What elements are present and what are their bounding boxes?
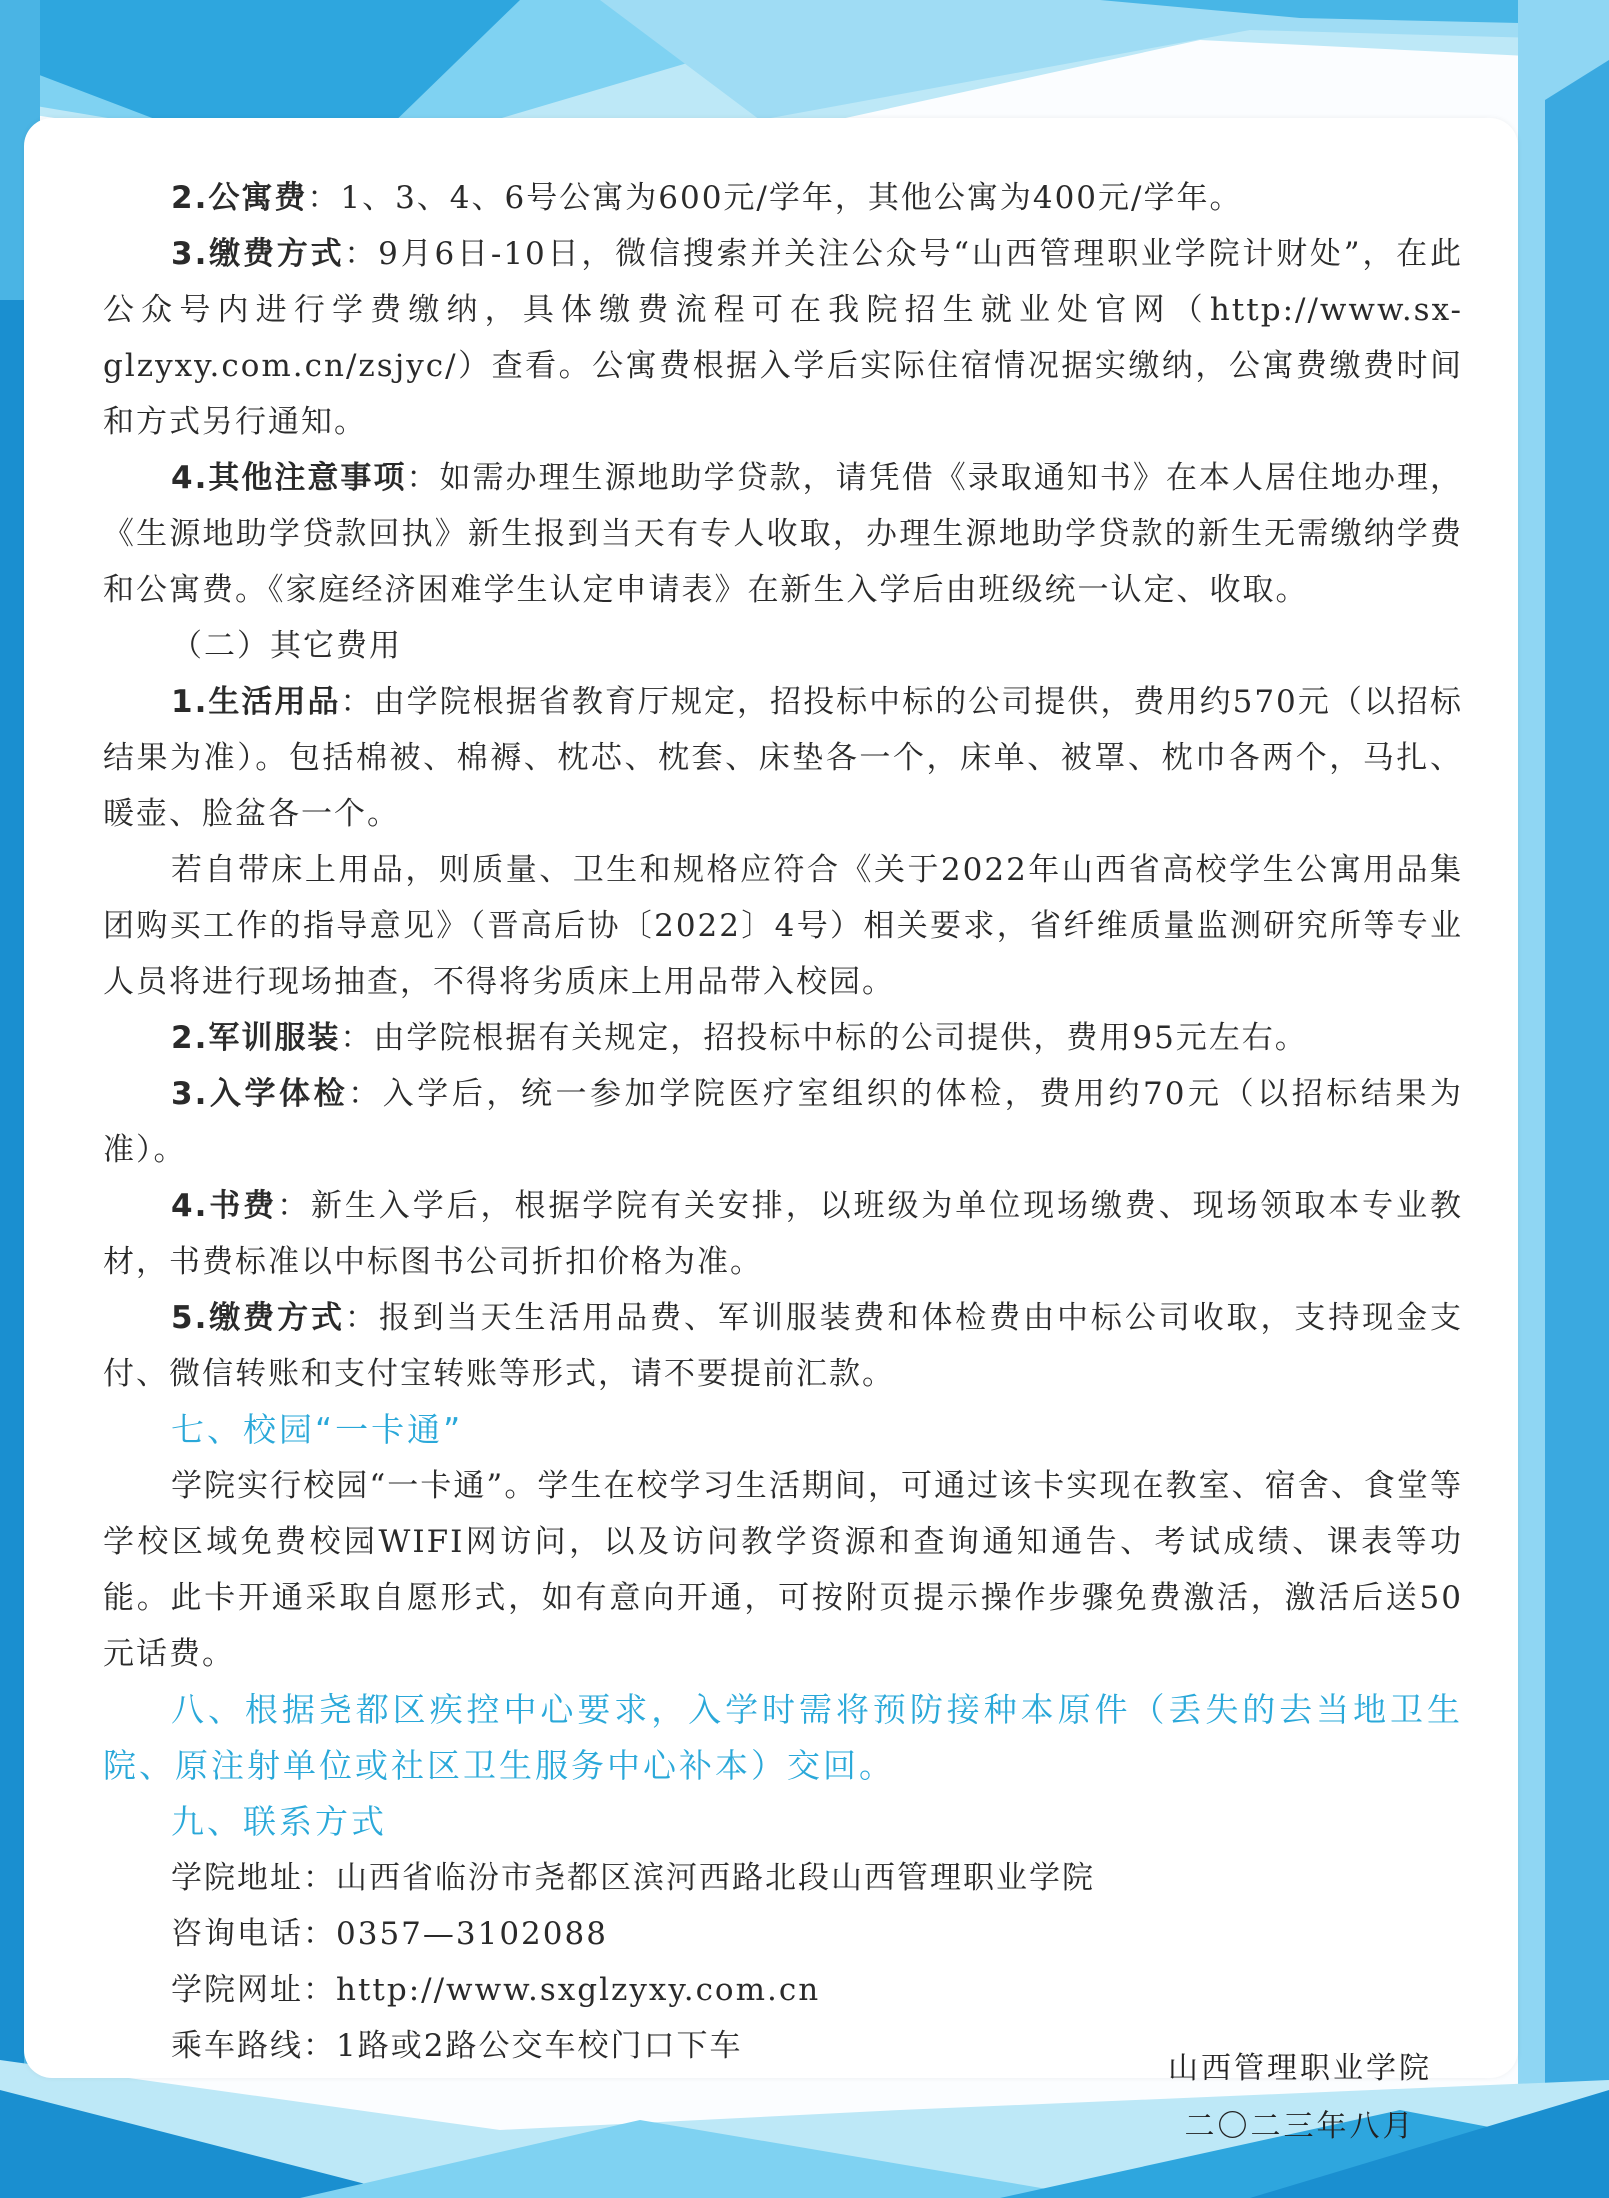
other-item-2: 2.军训服装：由学院根据有关规定，招投标中标的公司提供，费用95元左右。 — [171, 1020, 1308, 1056]
section-9-heading: 九、联系方式 — [171, 1802, 387, 1841]
fee-item-4: 4.其他注意事项：如需办理生源地助学贷款，请凭借《录取通知书》在本人居住地办理，《生源地助学贷款回执》新生报到当天有专人收取，办理生源地助学贷款的新生无需缴纳学费和公寓费。《家庭经济困难学生认定申请表》在新生入学后由班级统一认定、收取。 — [103, 460, 1463, 608]
other-item-4: 4.书费：新生入学后，根据学院有关安排，以班级为单位现场缴费、现场领取本专业教材，书费标准以中标图书公司折扣价格为准。 — [103, 1188, 1463, 1280]
other-item-3: 3.入学体检：入学后，统一参加学院医疗室组织的体检，费用约70元（以招标结果为准）。 — [103, 1076, 1463, 1168]
fee-item-3: 3.缴费方式：9月6日-10日，微信搜索并关注公众号“山西管理职业学院计财处”，在此公众号内进行学费缴纳，具体缴费流程可在我院招生就业处官网（http://www.sx-glzyxy.com.cn/zsjyc/）查看。公寓费根据入学后实际住宿情况据实缴纳，公寓费缴费时间和方式另行通知。 — [103, 236, 1463, 440]
contact-phone: 咨询电话：0357—3102088 — [171, 1916, 608, 1952]
other-item-1-note: 若自带床上用品，则质量、卫生和规格应符合《关于2022年山西省高校学生公寓用品集团购买工作的指导意见》（晋高后协〔2022〕4号）相关要求，省纤维质量监测研究所等专业人员将进行现场抽查，不得将劣质床上用品带入校园。 — [103, 852, 1463, 1000]
section-7-text: 学院实行校园“一卡通”。学生在校学习生活期间，可通过该卡实现在教室、宿舍、食堂等学校区域免费校园WIFI网访问，以及访问教学资源和查询通知通告、考试成绩、课表等功能。此卡开通采取自愿形式，如有意向开通，可按附页提示操作步骤免费激活，激活后送50元话费。 — [103, 1468, 1463, 1672]
fee-item-2: 2.公寓费：1、3、4、6号公寓为600元/学年，其他公寓为400元/学年。 — [171, 180, 1243, 216]
other-fees-heading: （二）其它费用 — [171, 628, 402, 664]
contact-website: 学院网址：http://www.sxglzyxy.com.cn — [171, 1972, 821, 2008]
section-7-heading: 七、校园“一卡通” — [171, 1410, 464, 1449]
other-item-5: 5.缴费方式：报到当天生活用品费、军训服装费和体检费由中标公司收取，支持现金支付、微信转账和支付宝转账等形式，请不要提前汇款。 — [103, 1300, 1463, 1392]
section-8-text: 八、根据尧都区疾控中心要求，入学时需将预防接种本原件（丢失的去当地卫生院、原注射单位或社区卫生服务中心补本）交回。 — [103, 1690, 1463, 1785]
other-item-1: 1.生活用品：由学院根据省教育厅规定，招投标中标的公司提供，费用约570元（以招标结果为准）。包括棉被、棉褥、枕芯、枕套、床垫各一个，床单、被罩、枕巾各两个，马扎、暖壶、脸盆各一个。 — [103, 684, 1463, 832]
document-body — [103, 170, 1463, 2074]
contact-address: 学院地址：山西省临汾市尧都区滨河西路北段山西管理职业学院 — [171, 1860, 1095, 1896]
signature-block — [1140, 2040, 1460, 2156]
signature-org: 山西管理职业学院 — [1168, 2051, 1432, 2086]
signature-date: 二〇二三年八月 — [1184, 2109, 1416, 2144]
contact-bus-route: 乘车路线：1路或2路公交车校门口下车 — [171, 2028, 743, 2064]
